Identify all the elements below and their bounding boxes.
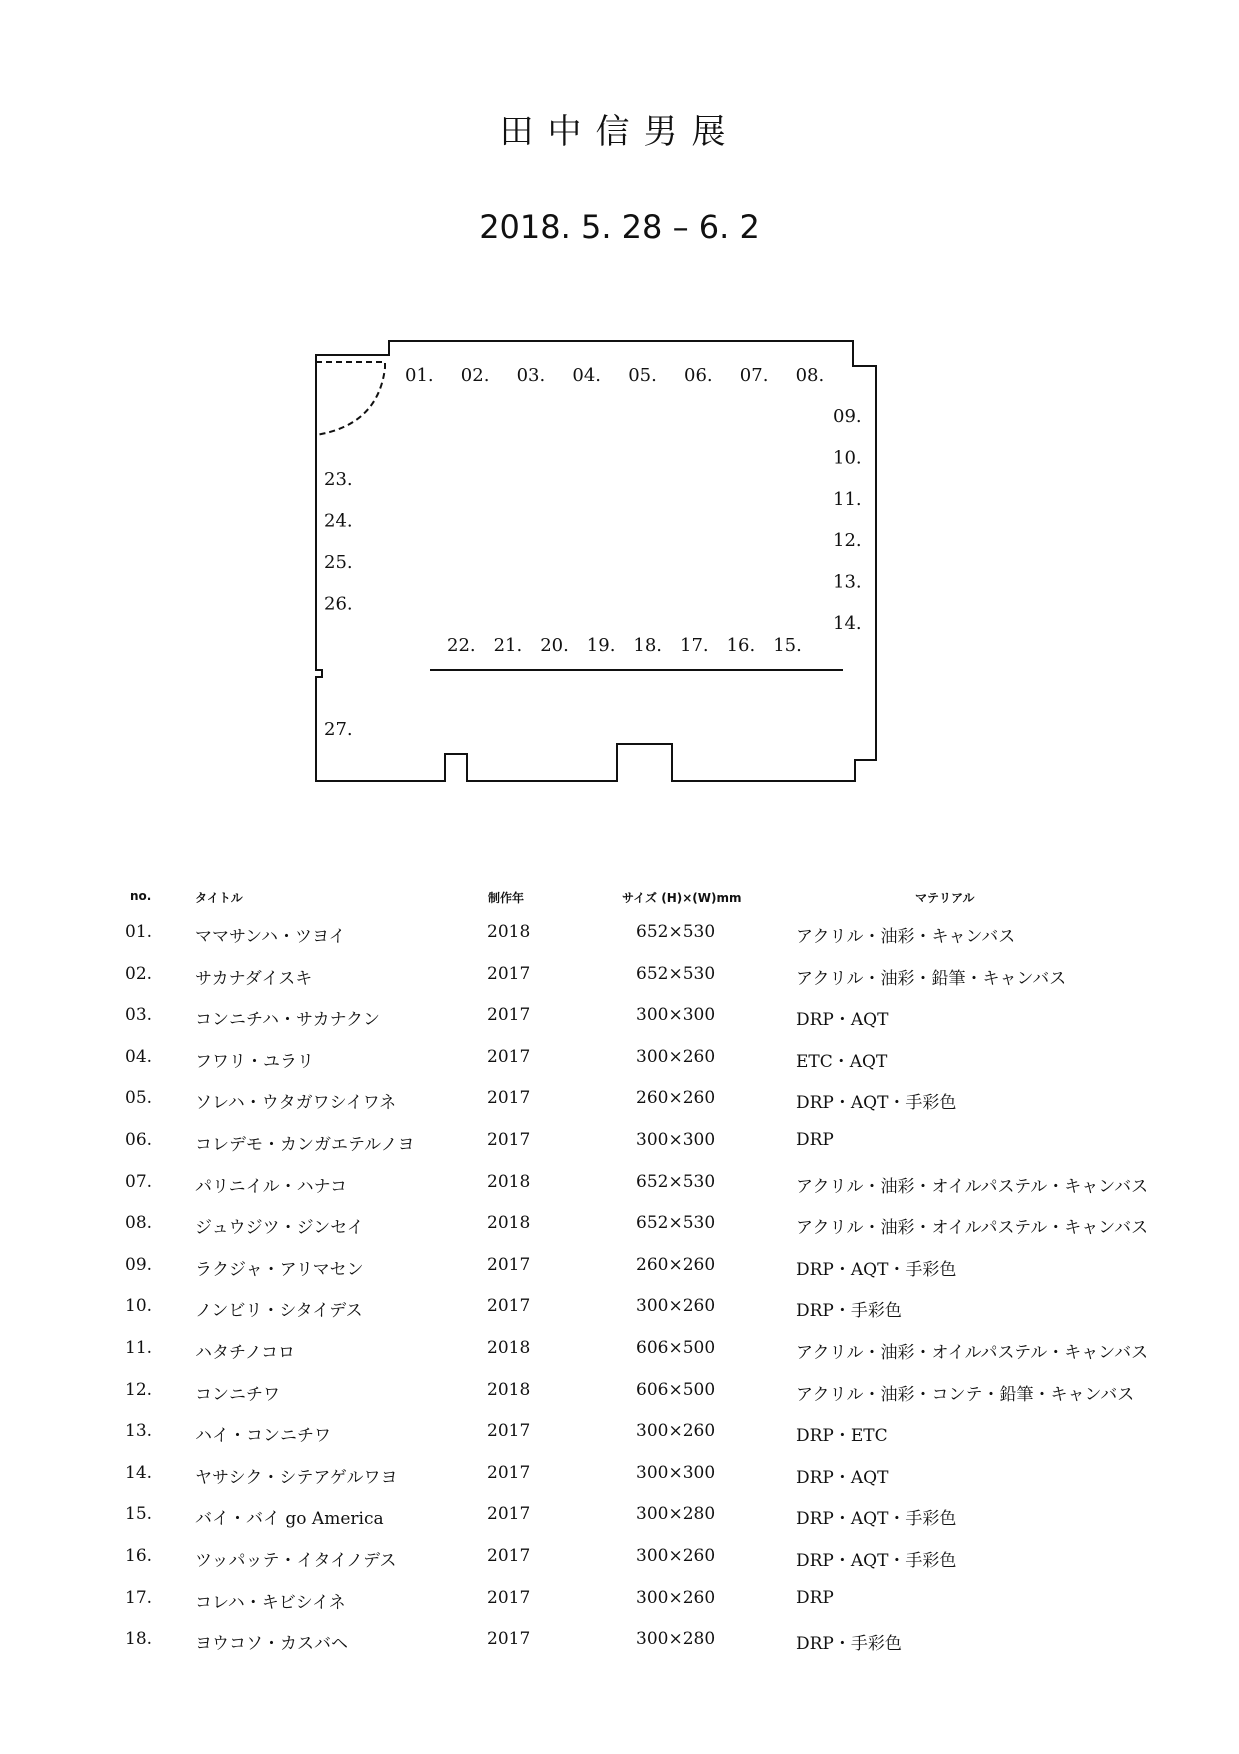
floor-plan-label: 05. bbox=[628, 365, 657, 386]
cell-no: 01. bbox=[125, 922, 153, 942]
cell-title: フワリ・ユラリ bbox=[195, 1051, 314, 1072]
floor-plan-label: 16. bbox=[726, 635, 756, 656]
cell-title: パリニイル・ハナコ bbox=[195, 1176, 347, 1197]
cell-year: 2018 bbox=[487, 1379, 531, 1400]
cell-no: 15. bbox=[125, 1504, 153, 1525]
cell-title: ノンビリ・シタイデス bbox=[195, 1301, 363, 1322]
cell-no: 12. bbox=[125, 1379, 153, 1400]
cell-material: DRP・AQT・手彩色 bbox=[796, 1259, 957, 1280]
cell-material: アクリル・油彩・鉛筆・キャンバス bbox=[796, 968, 1067, 989]
floor-plan-label: 19. bbox=[586, 635, 616, 656]
floor-plan-label: 07. bbox=[739, 365, 769, 386]
cell-year: 2018 bbox=[487, 1213, 531, 1234]
floor-plan-label: 08. bbox=[795, 365, 825, 386]
cell-no: 09. bbox=[125, 1254, 153, 1275]
cell-no: 10. bbox=[125, 1296, 153, 1317]
cell-size: 300×300 bbox=[636, 1130, 716, 1150]
cell-size: 260×260 bbox=[636, 1088, 716, 1109]
floor-plan-label: 26. bbox=[324, 593, 353, 615]
cell-size: 652×530 bbox=[636, 963, 716, 984]
cell-year: 2017 bbox=[487, 963, 531, 984]
cell-size: 652×530 bbox=[636, 922, 716, 942]
cell-title: ラクジャ・アリマセン bbox=[195, 1259, 364, 1280]
floor-plan-label: 11. bbox=[833, 488, 862, 510]
floor-plan-label: 25. bbox=[324, 552, 353, 573]
cell-title: ハタチノコロ bbox=[195, 1343, 295, 1363]
cell-material: DRP・AQT bbox=[796, 1467, 889, 1488]
cell-material: DRP・ETC bbox=[796, 1426, 888, 1447]
cell-year: 2018 bbox=[487, 1171, 531, 1192]
cell-title: ソレハ・ウタガワシイワネ bbox=[195, 1093, 397, 1114]
cell-title: コンニチハ・サカナクン bbox=[195, 1010, 380, 1031]
cell-size: 300×260 bbox=[636, 1046, 716, 1067]
cell-no: 13. bbox=[125, 1421, 153, 1442]
cell-size: 652×530 bbox=[636, 1213, 716, 1234]
cell-title: コレハ・キビシイネ bbox=[195, 1592, 346, 1613]
column-header-no: no. bbox=[130, 889, 152, 903]
cell-year: 2017 bbox=[487, 1254, 531, 1275]
floor-plan-wall bbox=[316, 341, 876, 781]
cell-title: ツッパッテ・イタイノデス bbox=[195, 1551, 397, 1571]
cell-no: 06. bbox=[125, 1130, 153, 1150]
cell-title: コレデモ・カンガエテルノヨ bbox=[195, 1135, 415, 1155]
cell-material: DRP・手彩色 bbox=[796, 1301, 902, 1322]
cell-year: 2018 bbox=[487, 1338, 531, 1358]
cell-material: DRP・AQT・手彩色 bbox=[796, 1509, 957, 1530]
cell-year: 2017 bbox=[487, 1130, 531, 1150]
cell-title: ジュウジツ・ジンセイ bbox=[195, 1218, 364, 1239]
column-header-year: 制作年 bbox=[488, 891, 525, 905]
cell-material: アクリル・油彩・オイルパステル・キャンバス bbox=[796, 1176, 1149, 1197]
cell-year: 2017 bbox=[487, 1088, 531, 1109]
cell-size: 606×500 bbox=[636, 1338, 716, 1358]
cell-size: 300×260 bbox=[636, 1587, 716, 1608]
floor-plan-label: 06. bbox=[684, 365, 713, 386]
cell-year: 2017 bbox=[487, 1005, 531, 1026]
floor-plan-label: 21. bbox=[493, 635, 523, 656]
cell-no: 08. bbox=[125, 1213, 153, 1234]
cell-material: DRP・手彩色 bbox=[796, 1634, 902, 1655]
cell-material: DRP bbox=[796, 1130, 834, 1150]
cell-year: 2018 bbox=[487, 922, 531, 942]
cell-title: ヤサシク・シテアゲルワヨ bbox=[195, 1467, 398, 1488]
cell-material: ETC・AQT bbox=[796, 1051, 888, 1072]
floor-plan-label: 03. bbox=[516, 365, 546, 386]
cell-title: ヨウコソ・カスバヘ bbox=[195, 1634, 348, 1655]
cell-year: 2017 bbox=[487, 1296, 531, 1317]
cell-material: アクリル・油彩・キャンバス bbox=[796, 927, 1016, 947]
column-header-size: サイズ (H)×(W)mm bbox=[622, 891, 742, 905]
cell-year: 2017 bbox=[487, 1587, 531, 1608]
floor-plan-label: 01. bbox=[405, 365, 434, 386]
cell-title: サカナダイスキ bbox=[195, 968, 313, 989]
cell-year: 2017 bbox=[487, 1629, 531, 1650]
floor-plan-label: 18. bbox=[633, 635, 663, 656]
cell-no: 17. bbox=[125, 1587, 153, 1608]
floor-plan-label: 22. bbox=[447, 635, 476, 656]
cell-no: 04. bbox=[125, 1046, 153, 1067]
floor-plan-label: 14. bbox=[833, 613, 862, 634]
cell-material: アクリル・油彩・コンテ・鉛筆・キャンバス bbox=[796, 1384, 1135, 1405]
cell-size: 652×530 bbox=[636, 1171, 716, 1192]
door-swing bbox=[316, 362, 385, 435]
cell-title: ハイ・コンニチワ bbox=[195, 1426, 331, 1447]
exhibition-dates: 2018. 5. 28 – 6. 2 bbox=[479, 208, 760, 246]
floor-plan-label: 15. bbox=[773, 635, 802, 656]
floor-plan-label: 04. bbox=[572, 365, 602, 386]
cell-year: 2017 bbox=[487, 1504, 531, 1525]
floor-plan-label: 27. bbox=[324, 719, 353, 740]
cell-material: アクリル・油彩・オイルパステル・キャンバス bbox=[796, 1218, 1149, 1239]
cell-no: 02. bbox=[125, 963, 153, 984]
cell-no: 03. bbox=[125, 1005, 153, 1026]
cell-no: 18. bbox=[125, 1629, 153, 1650]
cell-year: 2017 bbox=[487, 1046, 531, 1067]
cell-size: 300×280 bbox=[636, 1629, 716, 1650]
cell-material: DRP bbox=[796, 1587, 834, 1608]
page-title: 田中信男展 bbox=[499, 112, 740, 152]
cell-no: 07. bbox=[125, 1171, 153, 1192]
floor-plan-label: 24. bbox=[324, 510, 353, 532]
cell-year: 2017 bbox=[487, 1421, 531, 1442]
cell-size: 300×280 bbox=[636, 1504, 716, 1525]
cell-title: バイ・バイ go America bbox=[195, 1509, 384, 1530]
floor-plan-label: 20. bbox=[540, 635, 569, 656]
cell-material: アクリル・油彩・オイルパステル・キャンバス bbox=[796, 1343, 1149, 1363]
floor-plan bbox=[0, 0, 1239, 820]
cell-size: 300×300 bbox=[636, 1462, 716, 1483]
cell-no: 05. bbox=[125, 1088, 153, 1109]
cell-size: 300×260 bbox=[636, 1296, 716, 1317]
floor-plan-label: 02. bbox=[460, 365, 490, 386]
cell-material: DRP・AQT・手彩色 bbox=[796, 1551, 957, 1571]
floor-plan-label: 23. bbox=[324, 469, 353, 490]
floor-plan-label: 13. bbox=[833, 571, 862, 593]
cell-material: DRP・AQT・手彩色 bbox=[796, 1093, 957, 1114]
cell-no: 16. bbox=[125, 1546, 153, 1566]
cell-title: ママサンハ・ツヨイ bbox=[195, 927, 346, 947]
cell-size: 260×260 bbox=[636, 1254, 716, 1275]
cell-title: コンニチワ bbox=[195, 1384, 280, 1405]
cell-size: 300×300 bbox=[636, 1005, 716, 1026]
cell-material: DRP・AQT bbox=[796, 1010, 889, 1031]
floor-plan-label: 09. bbox=[833, 406, 862, 427]
floor-plan-label: 10. bbox=[833, 447, 862, 469]
floor-plan-label: 17. bbox=[680, 635, 709, 656]
cell-year: 2017 bbox=[487, 1462, 531, 1483]
cell-size: 606×500 bbox=[636, 1379, 716, 1400]
cell-no: 14. bbox=[125, 1462, 153, 1483]
floor-plan-label: 12. bbox=[833, 530, 862, 552]
cell-size: 300×260 bbox=[636, 1421, 716, 1442]
cell-year: 2017 bbox=[487, 1546, 531, 1566]
cell-size: 300×260 bbox=[636, 1546, 716, 1566]
cell-no: 11. bbox=[125, 1338, 153, 1358]
column-header-material: マテリアル bbox=[915, 891, 975, 905]
column-header-title: タイトル bbox=[195, 891, 243, 905]
